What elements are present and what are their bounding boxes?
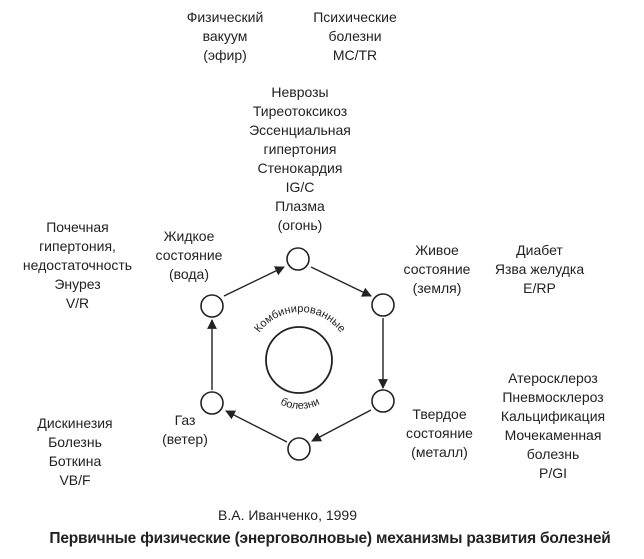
text-line: состояние (155, 247, 223, 263)
text-line: (земля) (412, 280, 462, 296)
mental-diseases-label (305, 8, 405, 65)
text-line: Диабет (516, 242, 563, 258)
edge-left-to-liquid (224, 267, 284, 296)
text-line: гипертония, (39, 238, 116, 254)
text-line: Энурез (54, 276, 101, 292)
text-line: Кальцификация (500, 408, 606, 424)
text-line: Физический (186, 9, 264, 25)
text-line: Живое (415, 242, 459, 258)
text-line: Психические (313, 9, 397, 25)
edge-liquid-to-living (311, 267, 371, 296)
text-line: состояние (403, 261, 471, 277)
text-line: вакуум (202, 28, 248, 44)
text-line: MC/TR (332, 47, 378, 63)
physical-vacuum-label (180, 8, 270, 65)
plasma-block (225, 83, 375, 235)
text-line: Дискинезия (37, 415, 113, 431)
text-line: Почечная (46, 219, 109, 235)
edge-bottom-to-gas (226, 411, 287, 442)
text-line: Болезнь (48, 434, 102, 450)
node-top (287, 248, 309, 270)
edge-solid-to-bottom (312, 410, 371, 441)
text-line: Атеросклероз (508, 370, 598, 386)
text-line: VB/F (59, 472, 91, 488)
text-line: (вода) (168, 266, 210, 282)
dyskinesia-block (25, 414, 125, 490)
node-upper-left (201, 295, 223, 317)
text-line: Язва желудка (494, 261, 585, 277)
text-line: состояние (406, 425, 473, 441)
text-line: P/GI (538, 465, 567, 481)
text-line: Твердое (412, 406, 467, 422)
atherosclerosis-block (488, 369, 618, 483)
text-line: (эфир) (203, 47, 247, 63)
figure-caption: Первичные физические (энерговолновые) механизмы развития болезней (49, 530, 611, 547)
node-upper-right (372, 294, 394, 316)
text-line: V/R (65, 295, 90, 311)
text-line: Тиреотоксикоз (252, 103, 348, 119)
diabetes-block (482, 241, 597, 298)
author-credit: В.А. Иванченко, 1999 (218, 507, 358, 523)
text-line: (ветер) (162, 431, 208, 447)
center-circle (266, 327, 332, 393)
text-line: Неврозы (271, 84, 329, 100)
text-line: (металл) (411, 444, 468, 460)
text-line: (огонь) (277, 217, 323, 233)
text-line: E/RP (523, 280, 556, 296)
center-label-bottom: болезни (278, 395, 322, 412)
text-line: гипертония (263, 141, 337, 157)
text-line: недостаточность (22, 257, 133, 273)
text-line: болезни (328, 28, 382, 44)
node-bottom (288, 438, 310, 460)
living-state-label (392, 241, 482, 298)
text-line: Стенокардия (257, 160, 343, 176)
text-line: Мочекаменная (504, 427, 602, 443)
liquid-state-label (145, 227, 233, 284)
gas-state-label (150, 411, 220, 449)
text-line: Боткина (48, 453, 102, 469)
text-line: IG/C (285, 179, 315, 195)
text-line: Газ (174, 412, 196, 428)
center-label-top: Комбинированные (252, 302, 348, 335)
text-line: Эссенциальная (249, 122, 351, 138)
node-lower-right (372, 390, 394, 412)
text-line: Пневмосклероз (502, 389, 604, 405)
text-line: Жидкое (163, 228, 215, 244)
text-line: болезнь (526, 446, 580, 462)
solid-state-label (392, 405, 487, 462)
kidney-block (5, 218, 150, 313)
text-line: Плазма (275, 198, 325, 214)
